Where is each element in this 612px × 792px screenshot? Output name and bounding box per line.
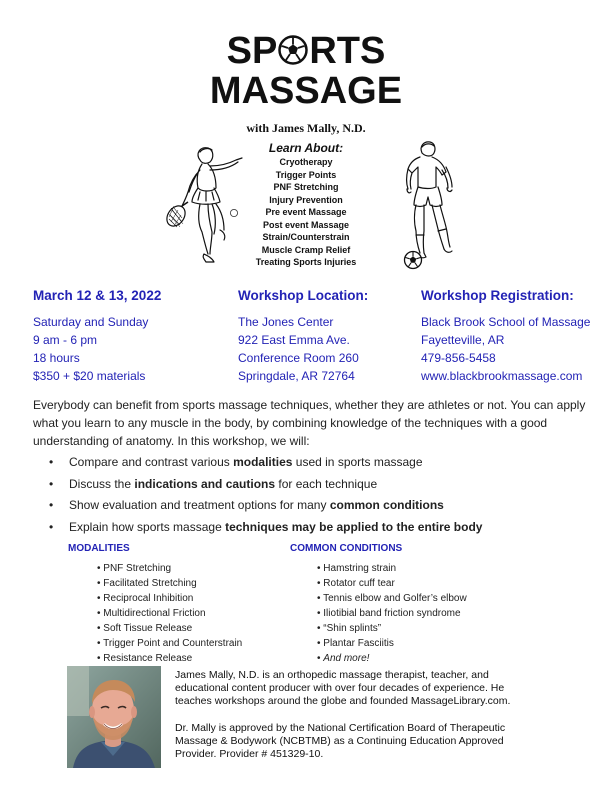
modality-item: • Multidirectional Friction xyxy=(97,608,206,619)
bullet-emphasis: techniques may be applied to the entire body xyxy=(225,519,483,534)
condition-item: • Plantar Fasciitis xyxy=(317,638,394,649)
approval-paragraph: Dr. Mally is approved by the National Certification Board of Therapeutic Massage & Bodywork (NCBTMB) as a Continuing Education Approved Provider. Provider # 451329-10. xyxy=(175,721,506,761)
headshot-photo xyxy=(67,666,161,768)
condition-item: • Hamstring strain xyxy=(317,563,397,574)
title-massage: MASSAGE xyxy=(209,70,403,112)
bullet-text: Explain how sports massage xyxy=(69,519,226,534)
condition-item: • Rotator cuff tear xyxy=(317,578,395,589)
headshot-image xyxy=(67,666,161,768)
title-sports-part2: RTS xyxy=(309,30,386,72)
modality-item: • Reciprocal Inhibition xyxy=(97,593,194,604)
conditions-heading: COMMON CONDITIONS xyxy=(290,543,403,554)
bullet-emphasis: indications and cautions xyxy=(134,476,276,491)
learn-about-heading: Learn About: xyxy=(268,141,344,155)
dates-line: 9 am - 6 pm xyxy=(33,333,98,347)
bullet-emphasis: modalities xyxy=(233,455,293,469)
condition-item xyxy=(290,651,467,666)
common-conditions-section xyxy=(290,543,467,666)
dates-column xyxy=(33,288,161,385)
list-item xyxy=(33,474,593,496)
modality-item: • Resistance Release xyxy=(97,653,193,664)
soccer-ball-small-icon xyxy=(403,250,423,270)
location-line: The Jones Center xyxy=(238,315,334,329)
bio-paragraph: James Mally, N.D. is an orthopedic massage therapist, teacher, and educational content producer with over four decades of experience. He teaches workshops around the globe and founded MassageLibrary.com. xyxy=(175,669,511,708)
learn-item: Post event Massage xyxy=(262,219,350,230)
bullet-text: used in sports massage xyxy=(292,455,423,469)
modality-item: • Facilitated Stretching xyxy=(97,578,197,589)
title-sports xyxy=(0,30,612,72)
list-item xyxy=(33,452,593,474)
learn-item: Treating Sports Injuries xyxy=(255,257,357,267)
registration-column xyxy=(421,288,590,385)
bullet-emphasis: common conditions xyxy=(329,498,444,512)
title-sports-part1: SP xyxy=(226,30,278,72)
dates-line: $350 + $20 materials xyxy=(33,369,146,383)
location-column xyxy=(238,288,368,385)
byline: with James Mally, N.D. xyxy=(246,121,366,135)
learn-item: Pre event Massage xyxy=(265,207,347,217)
condition-item: • Iliotibial band friction syndrome xyxy=(317,608,461,619)
workshop-goals-list xyxy=(33,452,593,538)
learn-item: PNF Stretching xyxy=(273,182,339,192)
dates-heading: March 12 & 13, 2022 xyxy=(33,288,162,303)
bullet-text: Discuss the xyxy=(69,476,135,491)
instructor-bio xyxy=(175,669,535,761)
location-line: Springdale, AR 72764 xyxy=(238,369,355,383)
bullet-text: for each technique xyxy=(275,476,378,491)
registration-line: Fayetteville, AR xyxy=(421,333,505,347)
registration-phone: 479-856-5458 xyxy=(421,351,496,365)
intro-paragraph: Everybody can benefit from sports massage techniques, whether they are athletes or not. You can apply what you learn to any muscle in the body, by combining knowledge of the techniques with a good understanding of anatomy. In this workshop, we will: xyxy=(33,398,586,448)
modalities-section xyxy=(68,543,242,666)
condition-item: • Tennis elbow and Golfer’s elbow xyxy=(317,593,467,604)
location-line: 922 East Emma Ave. xyxy=(238,333,350,347)
learn-item: Trigger Points xyxy=(275,169,337,180)
condition-bullet: • xyxy=(317,653,324,664)
bullet-text: Show evaluation and treatment options for many xyxy=(69,498,330,512)
location-heading: Workshop Location: xyxy=(238,288,369,303)
soccer-ball-icon xyxy=(278,35,308,65)
learn-about-list xyxy=(226,141,386,269)
modalities-heading: MODALITIES xyxy=(68,543,130,554)
registration-heading: Workshop Registration: xyxy=(421,288,574,303)
location-line: Conference Room 260 xyxy=(238,351,359,365)
modality-item: • PNF Stretching xyxy=(97,563,172,574)
dates-line: Saturday and Sunday xyxy=(33,315,149,329)
bullet-text: Compare and contrast various xyxy=(69,455,234,469)
and-more-text: And more! xyxy=(323,653,370,664)
condition-item: • “Shin splints” xyxy=(317,623,382,634)
modality-item: • Trigger Point and Counterstrain xyxy=(97,638,243,649)
list-item xyxy=(33,517,593,539)
learn-item: Strain/Counterstrain xyxy=(262,232,350,242)
registration-website-link[interactable]: www.blackbrookmassage.com xyxy=(421,369,583,383)
modality-item: • Soft Tissue Release xyxy=(97,623,193,634)
learn-item: Cryotherapy xyxy=(279,157,333,167)
dates-line: 18 hours xyxy=(33,351,80,365)
list-item xyxy=(33,495,593,517)
learn-item: Injury Prevention xyxy=(269,194,343,205)
learn-item: Muscle Cramp Relief xyxy=(261,244,351,255)
registration-line: Black Brook School of Massage xyxy=(421,315,591,329)
